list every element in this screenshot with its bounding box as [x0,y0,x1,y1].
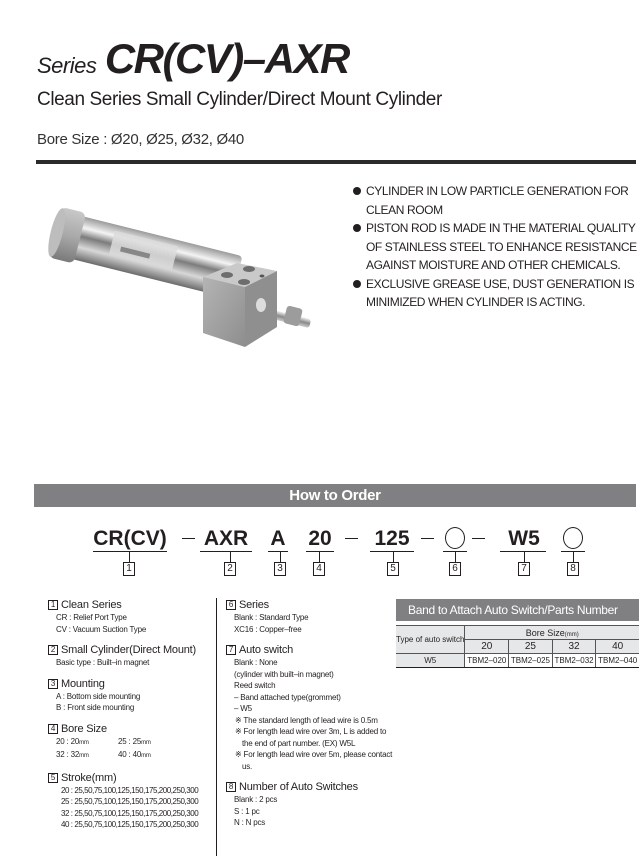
section-number: 1 [48,600,58,610]
section-stroke [48,771,213,831]
code-tick [573,551,574,562]
code-underline [370,551,414,552]
code-underline [200,551,252,552]
code-part-series: CR(CV) [93,527,167,550]
code-num-1: 1 [123,562,135,576]
how-to-order-header: How to Order [34,484,636,507]
code-dash [345,538,358,539]
section-number: 7 [226,645,236,655]
table-header-type: Type of auto switch [396,626,465,654]
table-row [396,654,639,668]
section-title: Series [239,599,269,611]
column-divider [216,598,217,856]
section-title: Clean Series [61,599,122,611]
code-tick [524,551,525,562]
band-parts-table [396,625,639,668]
mounting-block [203,263,277,347]
section-title: Bore Size [61,722,107,735]
section-number: 3 [48,679,58,689]
code-tick [230,551,231,562]
option-line: Blank : Standard Type [234,613,309,622]
table-cell-part: TBM2–025 [509,654,553,668]
note-line: ※ For length lead wire over 3m, L is added to the end of part number. (EX) W5L [235,727,387,748]
section-title: Mounting [61,677,105,690]
code-num-2: 2 [224,562,236,576]
code-num-8: 8 [567,562,579,576]
order-options-left-column [48,598,213,831]
page-title [37,35,349,81]
code-num-4: 4 [313,562,325,576]
code-underline [306,551,334,552]
option-line: B : Front side mounting [56,703,135,712]
option-line: 20 : 25,50,75,100,125,150,175,200,250,300 [61,785,199,795]
title-model: CR(CV)–AXR [104,35,349,82]
option-line: – Band attached type(grommet) [234,692,341,702]
section-switch-count [226,780,396,829]
note-line: ※ For length lead wire over 5m, please contact us. [235,750,393,771]
bullet-icon [353,224,361,232]
code-underline [93,551,167,552]
page-subtitle: Clean Series Small Cylinder/Direct Mount Cylinder [37,89,442,110]
option-line: Blank : 2 pcs [234,795,278,804]
option-line: 40 : 25,50,75,100,125,150,175,200,250,300 [61,820,199,829]
section-title: Stroke(mm) [61,771,117,784]
code-underline [268,551,288,552]
feature-item: PISTON ROD IS MADE IN THE MATERIAL QUALITY OF STAINLESS STEEL TO ENHANCE RESISTANCE AGAINST MOISTURE AND OTHER CHEMICALS. [350,219,639,275]
code-dash [182,538,195,539]
option-line: 32 : 25,50,75,100,125,150,175,200,250,300 [61,808,199,818]
option-line: 25 : 25mm [118,736,151,746]
code-tick [455,551,456,562]
note-line: ※ The standard length of lead wire is 0.5m [235,715,378,725]
feature-item: CYLINDER IN LOW PARTICLE GENERATION FOR CLEAN ROOM [350,182,639,219]
code-tick [393,551,394,562]
table-cell-part: TBM2–040 [596,654,639,668]
code-num-6: 6 [449,562,461,576]
option-line: S : 1 pc [234,806,260,816]
option-line: A : Bottom side mounting [56,691,141,701]
code-num-7: 7 [518,562,530,576]
section-mounting [48,677,213,714]
option-line: Reed switch [234,681,276,690]
section-title: Auto switch [239,644,294,656]
option-line: XC16 : Copper–free [234,624,302,634]
option-line: 25 : 25,50,75,100,125,150,175,200,250,300 [61,797,199,806]
title-series-prefix: Series [37,53,97,78]
code-underline [500,551,546,552]
section-small-cylinder [48,643,213,669]
section-bore-size [48,722,213,763]
code-part-bore: 20 [308,527,332,550]
code-part-mounting: A [270,527,286,550]
code-part-series-option-placeholder [445,527,465,549]
section-title: Small Cylinder(Direct Mount) [61,644,196,656]
code-num-5: 5 [387,562,399,576]
section-number: 5 [48,773,58,783]
section-series-option [226,598,396,635]
band-table-title: Band to Attach Auto Switch/Parts Number [396,599,639,621]
table-cell-type: W5 [396,654,465,668]
code-part-stroke: 125 [374,527,410,550]
section-number: 2 [48,645,58,655]
header-divider [36,160,636,164]
code-tick [280,551,281,562]
option-line: N : N pcs [234,818,266,827]
table-header-size: 20 [465,640,509,654]
code-tick [129,551,130,562]
section-number: 6 [226,600,236,610]
option-line: CR : Relief Port Type [56,613,127,622]
bore-size-summary: Bore Size : Ø20, Ø25, Ø32, Ø40 [37,131,244,148]
bullet-icon [353,280,361,288]
table-header-size: 40 [596,640,639,654]
order-options-right-column [226,598,396,829]
code-tick [319,551,320,562]
code-dash [472,538,485,539]
code-part-type: AXR [203,527,249,550]
table-header-bore: Bore Size(mm) [465,626,639,640]
bullet-icon [353,187,361,195]
section-title: Number of Auto Switches [239,781,358,793]
option-line: – W5 [234,704,252,713]
cylinder-product-image [35,205,335,355]
section-auto-switch [226,643,396,772]
option-line: (cylinder with built–in magnet) [234,669,334,679]
section-number: 8 [226,782,236,792]
code-dash [421,538,434,539]
option-line: 40 : 40mm [118,750,151,759]
option-line: CV : Vacuum Suction Type [56,624,147,634]
table-cell-part: TBM2–032 [552,654,596,668]
option-line: Basic type : Built–in magnet [56,658,150,667]
option-line: 32 : 32mm [56,750,89,759]
feature-item: EXCLUSIVE GREASE USE, DUST GENERATION IS MINIMIZED WHEN CYLINDER IS ACTING. [350,275,639,312]
table-header-size: 25 [509,640,553,654]
option-line: Blank : None [234,658,278,667]
code-num-3: 3 [274,562,286,576]
section-clean-series [48,598,213,635]
code-part-switch-count-placeholder [563,527,583,549]
table-header-size: 32 [552,640,596,654]
code-part-auto-switch: W5 [508,527,540,550]
section-number: 4 [48,724,58,734]
feature-list [350,182,639,312]
table-cell-part: TBM2–020 [465,654,509,668]
option-line: 20 : 20mm [56,736,89,746]
